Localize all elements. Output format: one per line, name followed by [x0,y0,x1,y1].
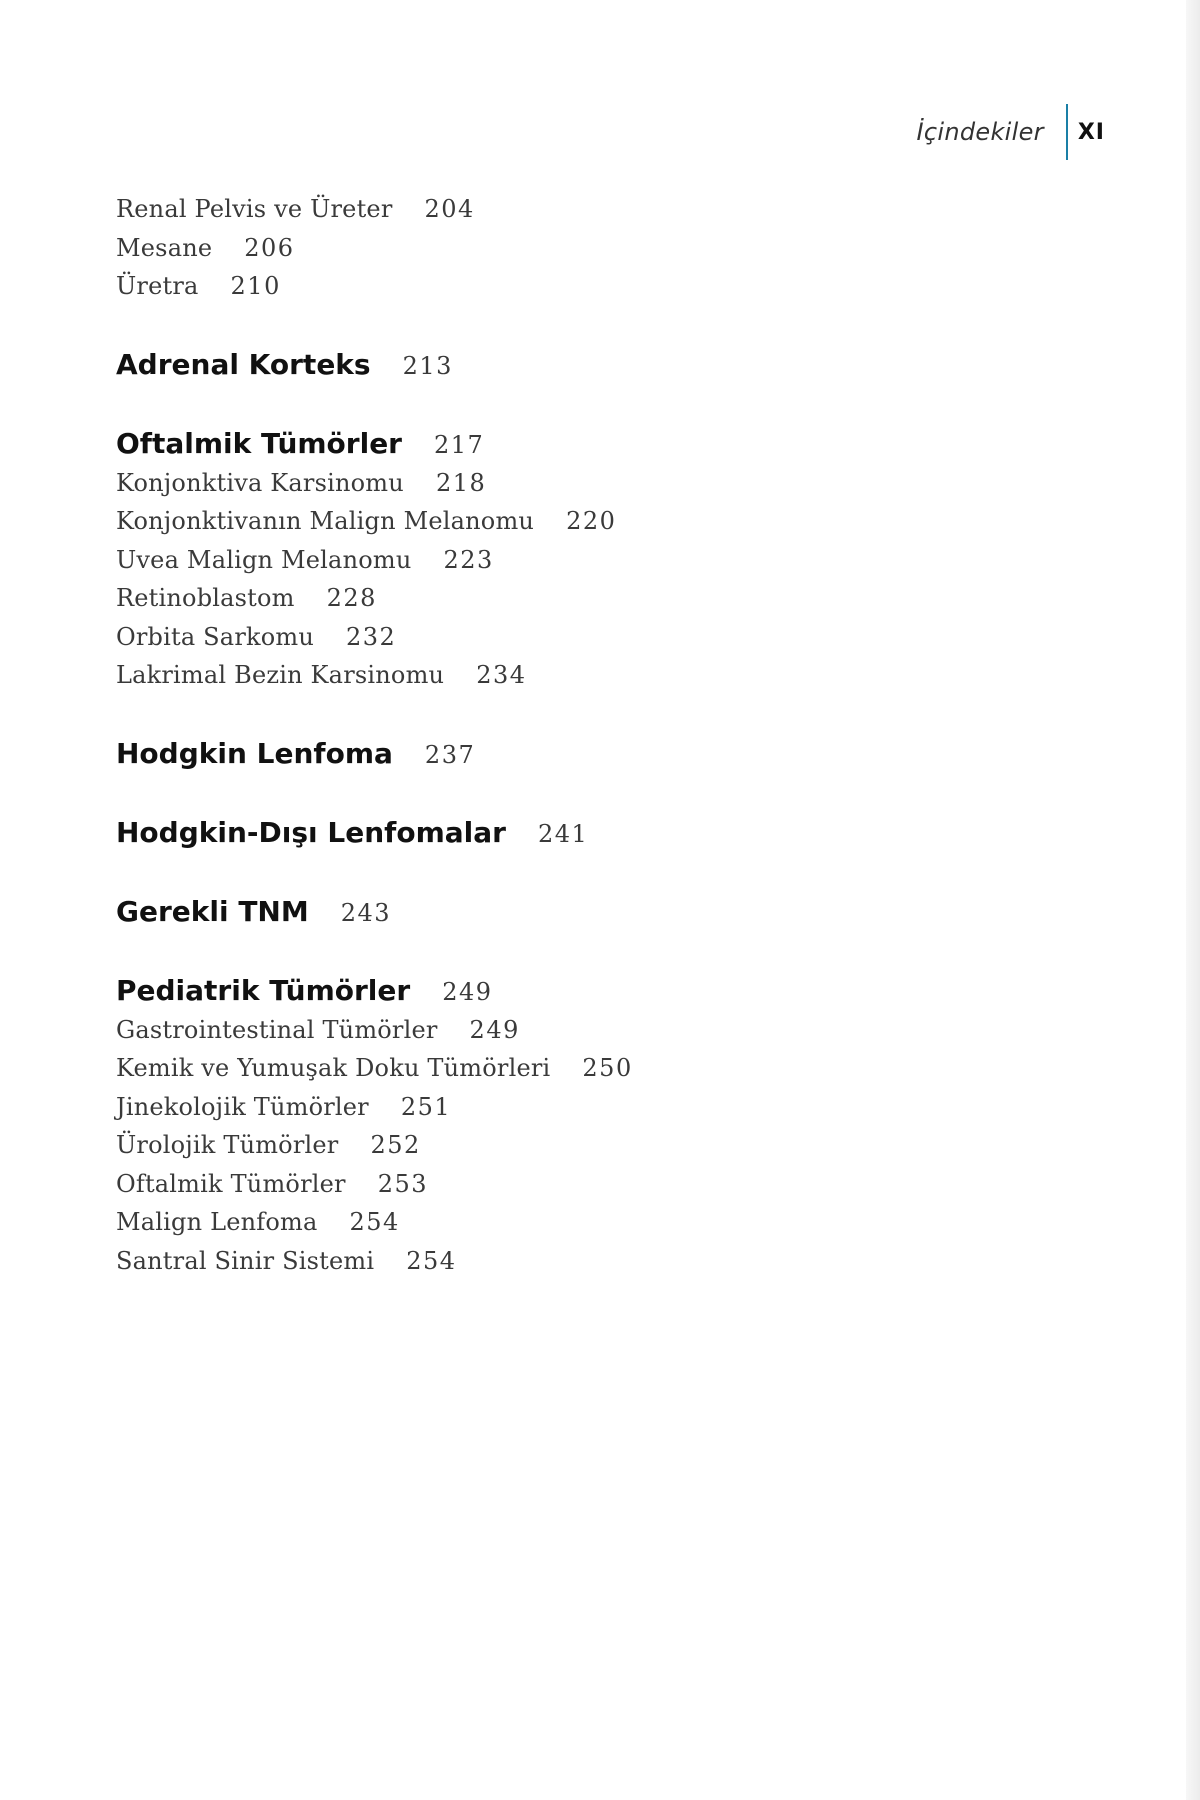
toc-entry-page: 234 [476,661,527,689]
toc-entry-page: 220 [566,507,617,535]
toc-section-title: Oftalmik Tümörler [116,426,402,460]
toc-section-page: 249 [442,977,493,1006]
toc-section-heading[interactable] [116,737,916,779]
toc-entry[interactable] [116,1247,916,1286]
toc-section-heading[interactable] [116,348,916,390]
toc-section-continuation [116,195,916,311]
toc-entry[interactable] [116,1170,916,1209]
toc-entry-label: Retinoblastom [116,584,295,612]
toc-entry-label: Lakrimal Bezin Karsinomu [116,661,445,689]
toc-entry-label: Kemik ve Yumuşak Doku Tümörleri [116,1054,551,1082]
toc-entry[interactable] [116,584,916,623]
running-header-title: İçindekiler [916,118,1044,146]
toc-section-heading[interactable] [116,427,916,469]
toc-entry-label: Gastrointestinal Tümörler [116,1015,438,1044]
toc-entry-label: Konjonktiva Karsinomu [116,468,404,497]
toc-entry-page: 250 [582,1054,633,1082]
toc-entry-label: Ürolojik Tümörler [116,1131,339,1159]
toc-entry-page: 204 [424,195,475,223]
toc-section-title: Pediatrik Tümörler [116,973,411,1007]
toc-entry[interactable] [116,469,916,508]
toc-entry-label: Mesane [116,233,213,262]
toc-entry-label: Konjonktivanın Malign Melanomu [116,507,535,535]
toc-section-page: 241 [537,819,589,848]
toc-entry-page: 218 [435,468,487,497]
toc-section-oftalmik-tumorler [116,427,916,700]
toc-entry[interactable] [116,272,916,311]
toc-entry[interactable] [116,1016,916,1055]
toc-section-gerekli-tnm [116,895,916,937]
toc-entry-label: Orbita Sarkomu [116,622,314,651]
toc-entry-page: 254 [349,1208,400,1236]
toc-entry-page: 232 [346,622,397,651]
toc-section-page: 243 [340,898,392,927]
toc-entry-page: 249 [469,1015,520,1044]
header-divider [1066,104,1068,160]
toc-entry[interactable] [116,1054,916,1093]
toc-section-title: Gerekli TNM [116,894,309,928]
toc-entry[interactable] [116,195,916,234]
toc-section-page: 217 [434,430,485,459]
toc-entry-label: Uvea Malign Melanomu [116,545,412,574]
toc-entry-page: 253 [377,1169,429,1198]
toc-entry-page: 210 [230,272,281,300]
toc-section-heading[interactable] [116,895,916,937]
toc-entry[interactable] [116,1131,916,1170]
toc-section-title: Hodgkin-Dışı Lenfomalar [116,815,506,849]
page-number: XI [1077,119,1105,145]
toc-entry-label: Santral Sinir Sistemi [116,1246,375,1275]
toc-section-pediatrik-tumorler [116,974,916,1286]
toc-section-page: 237 [424,740,476,769]
toc-section-adrenal-korteks [116,348,916,390]
toc-entry-page: 206 [244,233,295,262]
toc-entry-page: 252 [370,1131,421,1159]
toc-entry[interactable] [116,661,916,700]
running-header [0,104,1105,160]
toc-section-title: Adrenal Korteks [116,347,371,381]
toc-entry[interactable] [116,507,916,546]
toc-entry[interactable] [116,1208,916,1247]
toc-section-hodgkin-disi-lenfomalar [116,816,916,858]
toc-entry[interactable] [116,1093,916,1132]
toc-entry[interactable] [116,623,916,662]
toc-entry-label: Malign Lenfoma [116,1208,318,1236]
toc-entry[interactable] [116,546,916,585]
toc-entry-page: 228 [326,584,377,612]
toc-section-hodgkin-lenfoma [116,737,916,779]
page-edge [1186,0,1200,1800]
toc-entry-label: Jinekolojik Tümörler [116,1092,369,1121]
toc-entry[interactable] [116,234,916,273]
toc-entry-page: 254 [406,1246,457,1275]
toc-section-heading[interactable] [116,974,916,1016]
toc-entry-page: 251 [400,1092,452,1121]
table-of-contents [116,195,916,1322]
toc-entry-label: Üretra [116,272,199,300]
toc-entry-label: Oftalmik Tümörler [116,1169,346,1198]
toc-entry-label: Renal Pelvis ve Üreter [116,195,393,223]
toc-section-title: Hodgkin Lenfoma [116,736,393,770]
toc-section-page: 213 [402,351,453,380]
toc-section-heading[interactable] [116,816,916,858]
toc-entry-page: 223 [443,545,494,574]
